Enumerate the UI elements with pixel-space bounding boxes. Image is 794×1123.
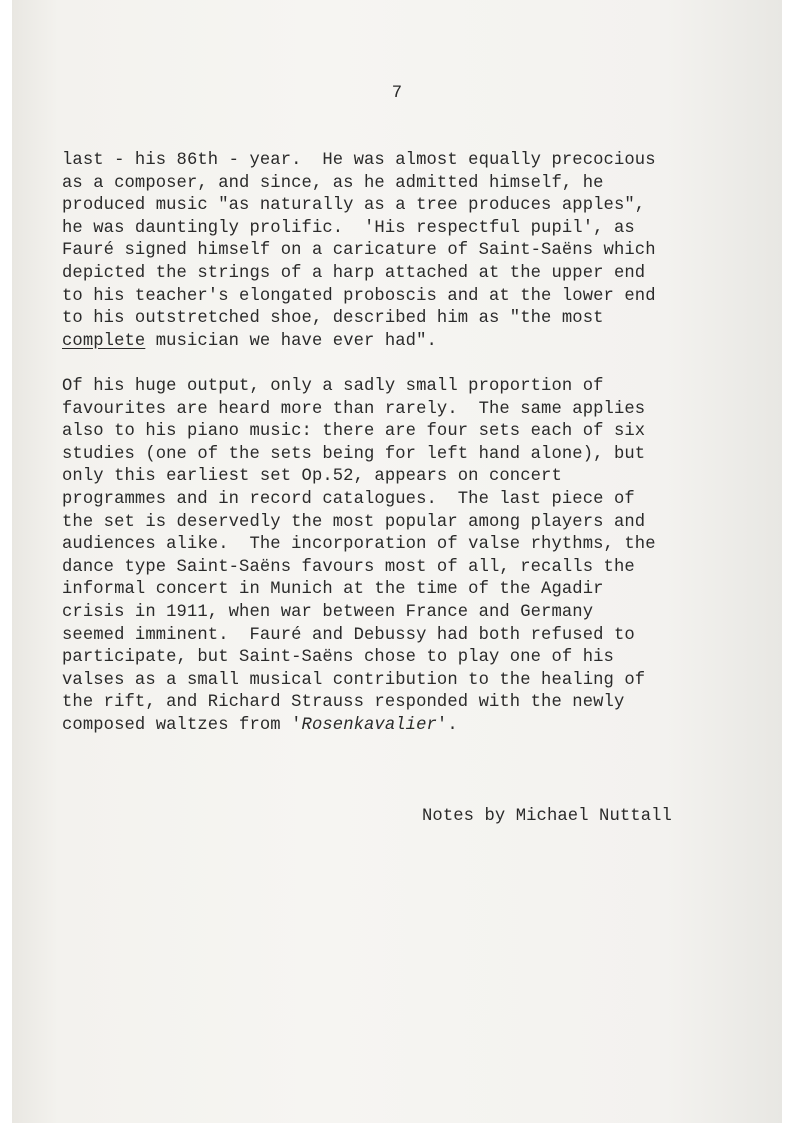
text-line: depicted the strings of a harp attached at the upper end bbox=[62, 263, 646, 283]
text-line: also to his piano music: there are four sets each of six bbox=[62, 422, 646, 442]
text-line: dance type Saint-Saëns favours most of all, recalls the bbox=[62, 557, 635, 577]
text-line: participate, but Saint-Saëns chose to play one of his bbox=[62, 648, 614, 668]
page-number: 7 bbox=[391, 84, 403, 103]
text-line: valses as a small musical contribution to the healing of bbox=[62, 670, 646, 690]
line-start: composed waltzes from ' bbox=[62, 715, 302, 735]
text-line: the set is deservedly the most popular among players and bbox=[62, 512, 646, 532]
text-line: informal concert in Munich at the time of the Agadir bbox=[62, 580, 604, 600]
italic-title: Rosenkavalier bbox=[301, 715, 437, 735]
text-line: last - his 86th - year. He was almost equally precocious bbox=[62, 151, 656, 170]
text-line: produced music "as naturally as a tree produces apples", bbox=[62, 196, 646, 216]
text-line: audiences alike. The incorporation of valse rhythms, the bbox=[62, 535, 656, 555]
text-line: as a composer, and since, as he admitted himself, he bbox=[62, 173, 604, 193]
paragraph-1 bbox=[62, 150, 762, 353]
text-line: programmes and in record catalogues. The last piece of bbox=[62, 489, 635, 509]
text-line: favourites are heard more than rarely. The same applies bbox=[62, 399, 646, 419]
underlined-word: complete bbox=[62, 331, 146, 351]
author-signature: Notes by Michael Nuttall bbox=[422, 807, 672, 826]
line-end: '. bbox=[436, 715, 458, 735]
text-line: seemed imminent. Fauré and Debussy had both refused to bbox=[62, 625, 635, 645]
text-line: only this earliest set Op.52, appears on concert bbox=[62, 467, 562, 487]
line-rest: musician we have ever had". bbox=[145, 331, 437, 351]
text-line bbox=[62, 715, 762, 738]
text-line: Fauré signed himself on a caricature of Saint-Saëns which bbox=[62, 241, 656, 261]
text-line: to his teacher's elongated proboscis and at the lower end bbox=[62, 286, 656, 306]
paragraph-2 bbox=[62, 376, 762, 738]
text-line: studies (one of the sets being for left hand alone), but bbox=[62, 444, 646, 464]
text-line: crisis in 1911, when war between France and Germany bbox=[62, 602, 594, 622]
text-line: to his outstretched shoe, described him as "the most bbox=[62, 309, 604, 329]
text-line: Of his huge output, only a sadly small proportion of bbox=[62, 377, 604, 396]
text-line: he was dauntingly prolific. 'His respectful pupil', as bbox=[62, 218, 635, 238]
page-margin bbox=[782, 0, 794, 1123]
document-page bbox=[12, 0, 782, 1123]
text-line: the rift, and Richard Strauss responded with the newly bbox=[62, 693, 625, 713]
text-line bbox=[62, 331, 762, 354]
